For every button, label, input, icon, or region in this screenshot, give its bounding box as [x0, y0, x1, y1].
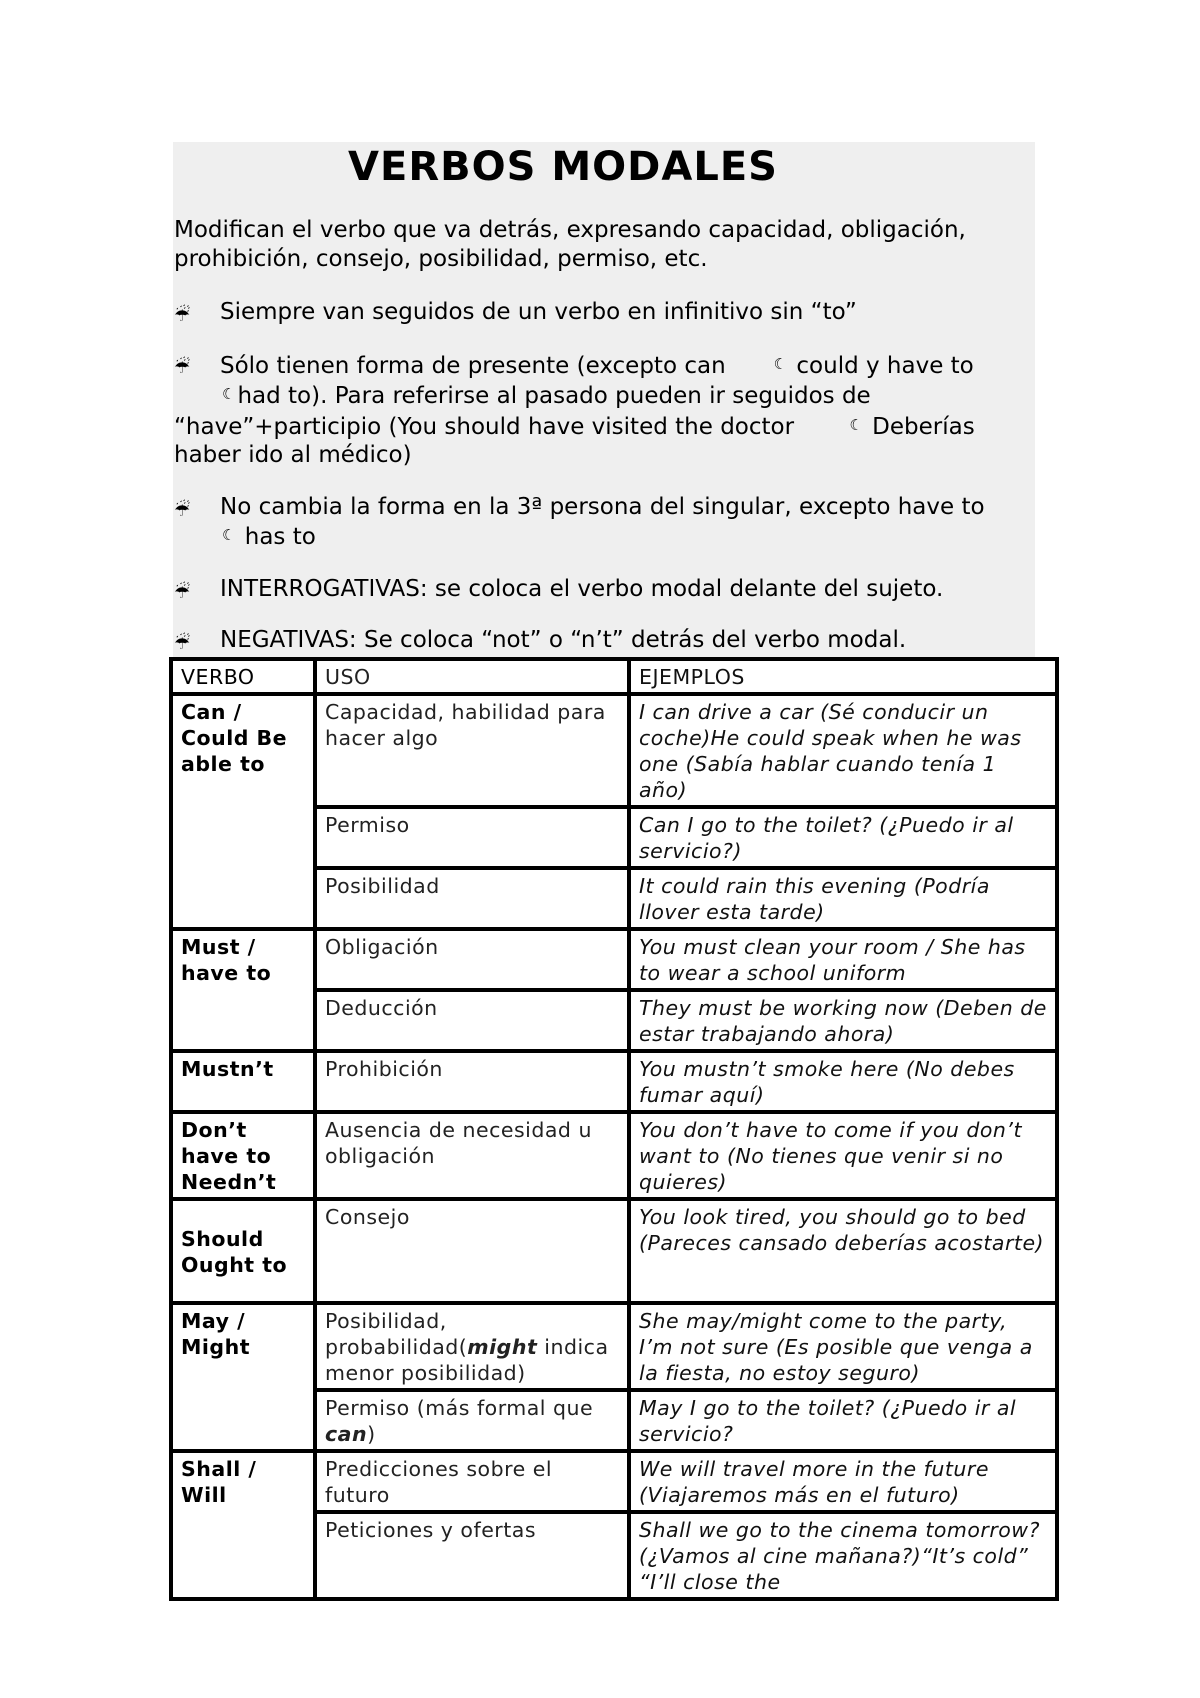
page-title: VERBOS MODALES [348, 144, 778, 190]
verb-cell: Mustn’t [171, 1051, 315, 1112]
example-cell: You must clean your room / She has to wear a school uniform [629, 929, 1057, 990]
intro-paragraph: Modifican el verbo que va detrás, expresando capacidad, obligación, prohibición, consejo, posibilidad, permiso, etc. [174, 217, 966, 272]
use-cell: Posibilidad [315, 868, 629, 929]
use-cell: Predicciones sobre el futuro [315, 1451, 629, 1512]
rule-text: had to). Para referirse al pasado pueden ir seguidos de “have”+participio (You should have visited the doctor [174, 383, 871, 440]
header-verbo: VERBO [171, 659, 315, 694]
table-row [171, 1051, 1057, 1112]
rule-text: could y have to [796, 352, 974, 379]
use-text: ) [367, 1422, 376, 1446]
use-cell: Deducción [315, 990, 629, 1051]
rule-text: NEGATIVAS: Se coloca “not” o “n’t” detrás del verbo modal. [220, 627, 907, 653]
use-cell: Ausencia de necesidad u obligación [315, 1112, 629, 1199]
example-cell: They must be working now (Deben de estar trabajando ahora) [629, 990, 1057, 1051]
moon-arrow-icon: ☾ [222, 385, 236, 403]
table-row [171, 1451, 1057, 1512]
rule-text: No cambia la forma en la 3ª persona del singular, excepto have to [220, 493, 985, 520]
example-cell: You look tired, you should go to bed (Pareces cansado deberías acostarte) [629, 1199, 1057, 1303]
list-item [174, 575, 1036, 604]
rule-text: has to [244, 524, 316, 550]
modal-verbs-table [169, 657, 1059, 1601]
use-emphasis: can [325, 1422, 368, 1446]
verb-cell: Don’t have to Needn’t [171, 1112, 315, 1199]
use-cell: Obligación [315, 929, 629, 990]
verb-cell: May / Might [171, 1303, 315, 1451]
moon-arrow-icon: ☾ [773, 354, 788, 373]
example-cell: It could rain this evening (Podría llover esta tarde) [629, 868, 1057, 929]
use-cell [315, 1390, 629, 1451]
table-row [171, 929, 1057, 990]
example-cell: You don’t have to come if you don’t want to (No tienes que venir si no quieres) [629, 1112, 1057, 1199]
verb-cell: Can / Could Be able to [171, 694, 315, 929]
use-cell: Consejo [315, 1199, 629, 1303]
use-cell [315, 1303, 629, 1390]
table-row [171, 1303, 1057, 1390]
list-item [174, 298, 1036, 327]
example-cell: She may/might come to the party, I’m not sure (Es posible que venga a la fiesta, no estoy seguro) [629, 1303, 1057, 1390]
rule-text: Siempre van seguidos de un verbo en infinitivo sin “to” [220, 299, 857, 325]
moon-arrow-icon: ☾ [222, 526, 236, 544]
header-uso: USO [315, 659, 629, 694]
use-text: indica menor posibilidad) [325, 1335, 609, 1385]
umbrella-bullet-icon: ☔ [174, 581, 191, 603]
list-item [174, 493, 1036, 552]
table-row [171, 1199, 1057, 1303]
verb-cell: Must / have to [171, 929, 315, 1051]
umbrella-bullet-icon: ☔ [174, 356, 191, 378]
example-cell: We will travel more in the future (Viajaremos más en el futuro) [629, 1451, 1057, 1512]
use-emphasis: might [467, 1335, 538, 1359]
verb-cell: Should Ought to [171, 1199, 315, 1303]
use-cell: Permiso [315, 807, 629, 868]
rule-text: Deberías haber ido al médico) [174, 413, 975, 468]
table-header-row [171, 659, 1057, 694]
umbrella-bullet-icon: ☔ [174, 499, 191, 521]
umbrella-bullet-icon: ☔ [174, 305, 191, 326]
example-cell: May I go to the toilet? (¿Puedo ir al servicio? [629, 1390, 1057, 1451]
example-cell: Shall we go to the cinema tomorrow? (¿Vamos al cine mañana?)“It’s cold” “I’ll close the [629, 1512, 1057, 1599]
table-row [171, 694, 1057, 807]
verb-cell: Shall / Will [171, 1451, 315, 1599]
use-text: Posibilidad, probabilidad( [325, 1309, 468, 1359]
rule-text: INTERROGATIVAS: se coloca el verbo modal delante del sujeto. [220, 575, 944, 602]
use-text: Permiso (más formal que [325, 1396, 594, 1420]
table-row [171, 1112, 1057, 1199]
header-ejemplos: EJEMPLOS [629, 659, 1057, 694]
rules-list [174, 298, 1036, 678]
list-item [174, 350, 1036, 470]
rule-text: Sólo tienen forma de presente (excepto can [220, 352, 726, 379]
example-cell: You mustn’t smoke here (No debes fumar aquí) [629, 1051, 1057, 1112]
list-item [174, 626, 1036, 655]
example-cell: I can drive a car (Sé conducir un coche)He could speak when he was one (Sabía hablar cuando tenía 1 año) [629, 694, 1057, 807]
use-cell: Peticiones y ofertas [315, 1512, 629, 1599]
use-cell: Prohibición [315, 1051, 629, 1112]
use-cell: Capacidad, habilidad para hacer algo [315, 694, 629, 807]
umbrella-bullet-icon: ☔ [174, 633, 191, 654]
example-cell: Can I go to the toilet? (¿Puedo ir al servicio?) [629, 807, 1057, 868]
moon-arrow-icon: ☾ [849, 415, 863, 434]
